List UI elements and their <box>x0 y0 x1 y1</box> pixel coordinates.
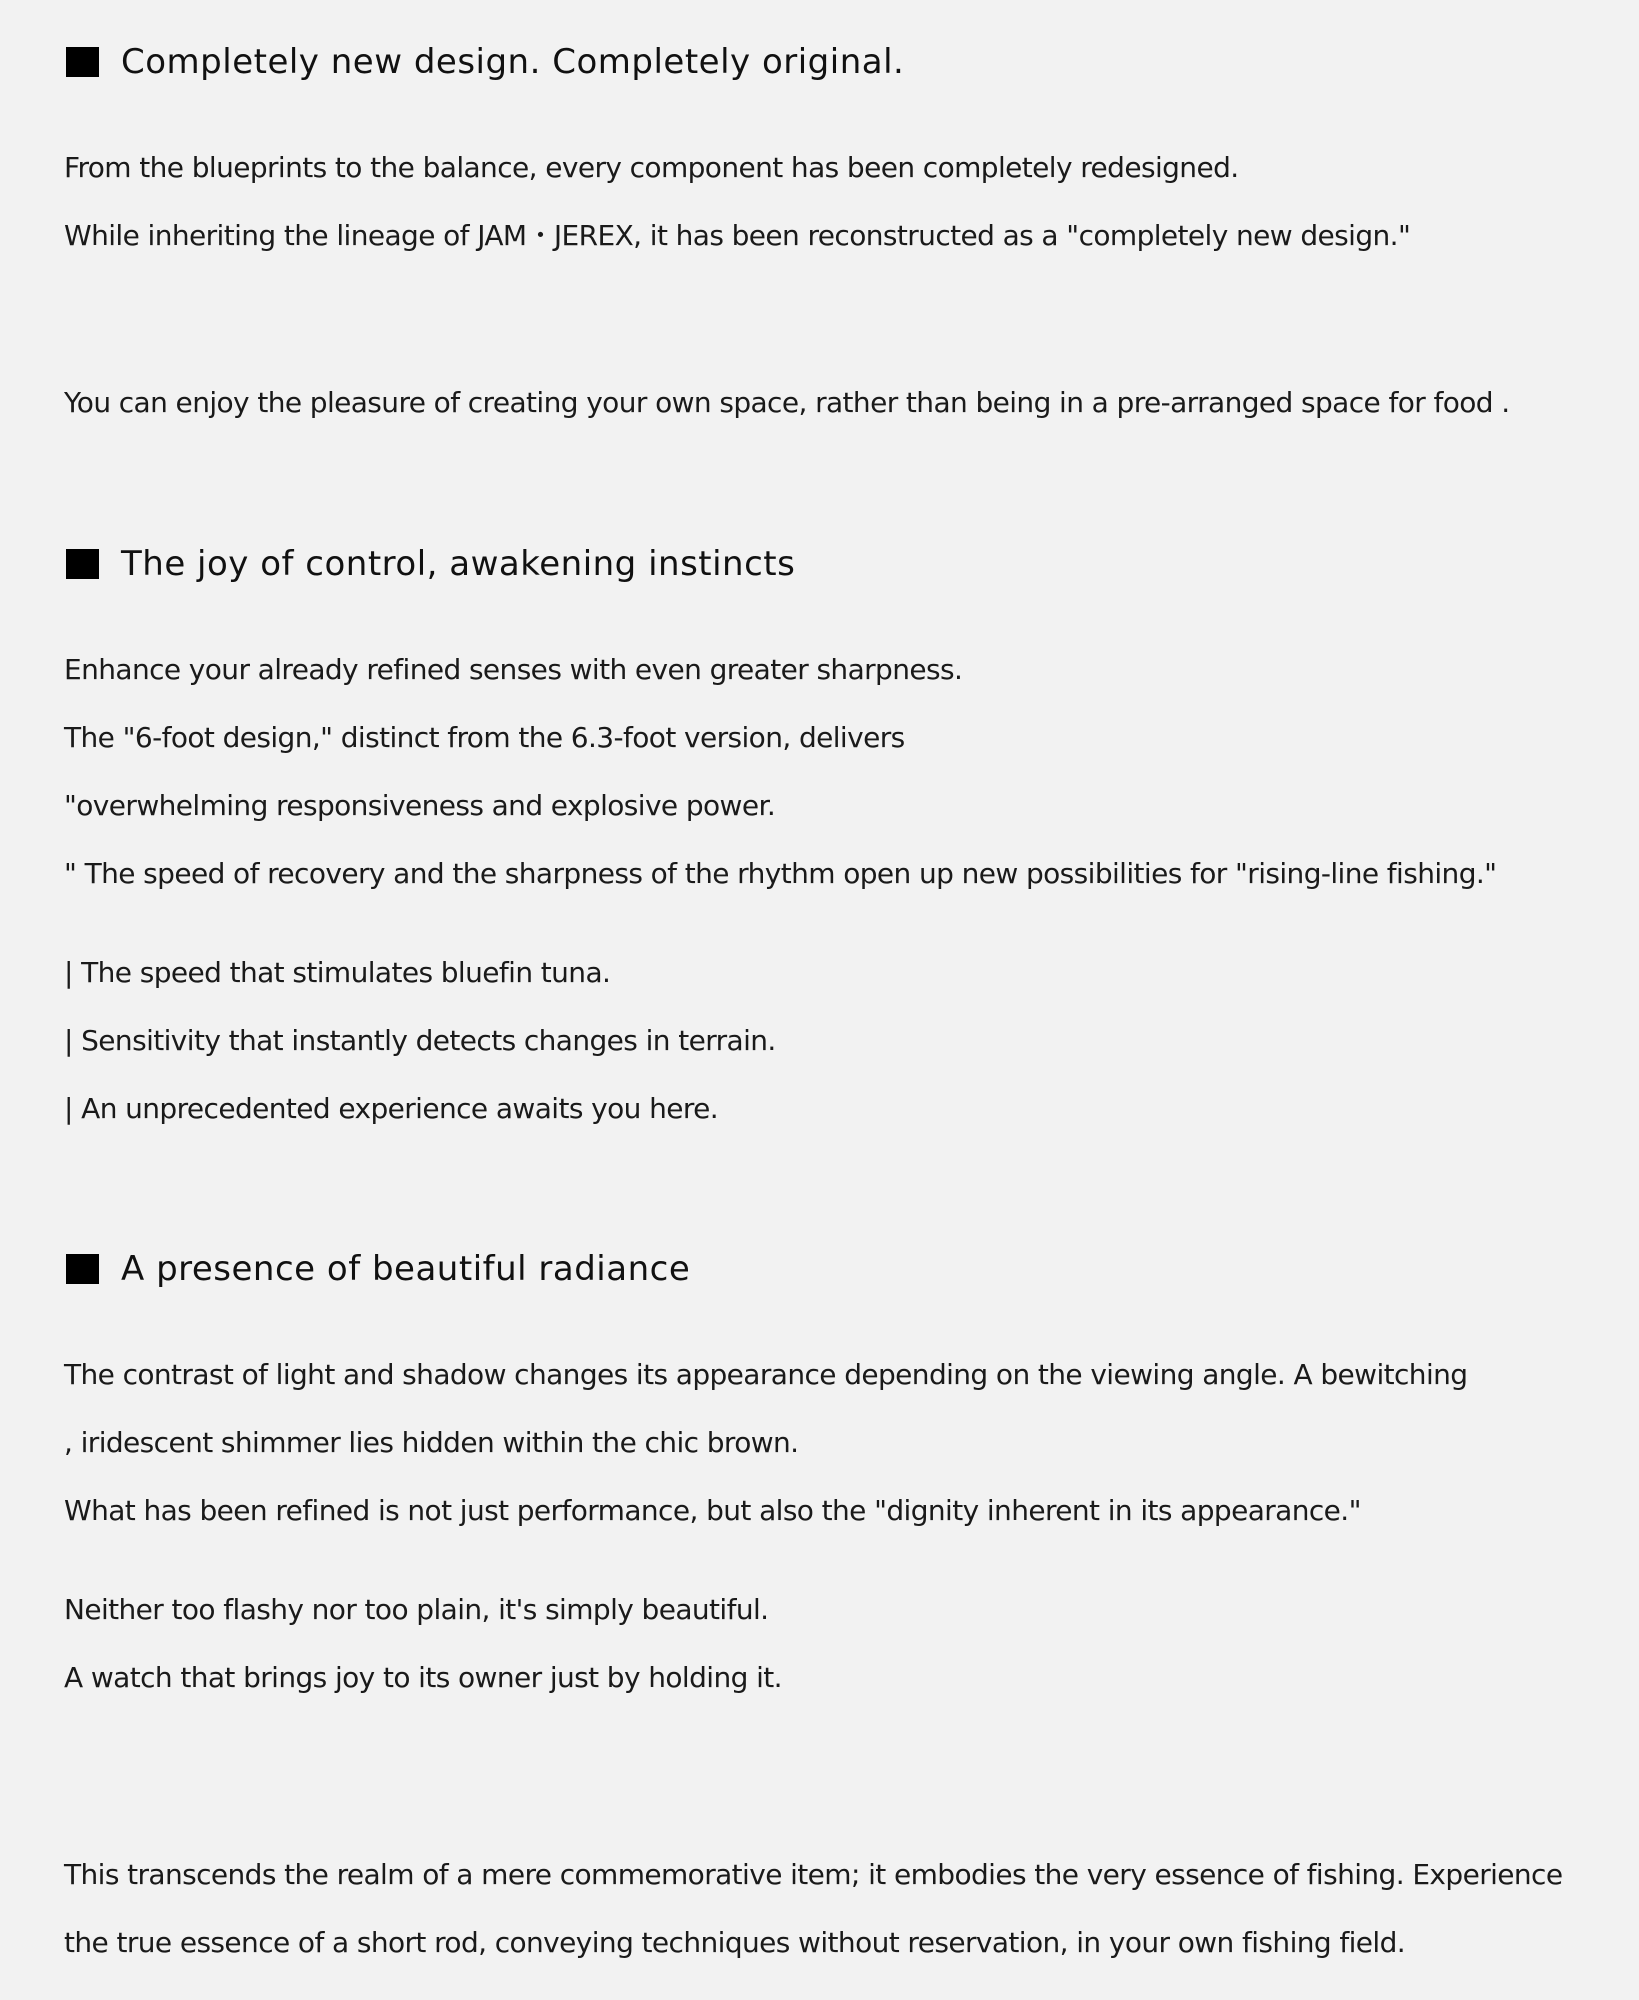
bullet-line: | Sensitivity that instantly detects changes in terrain. <box>64 1024 776 1057</box>
paragraph-line: the true essence of a short rod, conveying techniques without reservation, in your own fishing field. <box>64 1926 1406 1959</box>
paragraph-line: Enhance your already refined senses with even greater sharpness. <box>64 653 963 686</box>
paragraph-line: From the blueprints to the balance, every component has been completely redesigned. <box>64 151 1239 184</box>
black-square-icon <box>66 47 99 77</box>
black-square-icon <box>66 1254 99 1284</box>
section-heading-text: Completely new design. Completely original. <box>121 42 905 82</box>
section-heading-control <box>66 544 795 584</box>
section-heading-text: The joy of control, awakening instincts <box>121 544 796 584</box>
section-heading-text: A presence of beautiful radiance <box>121 1249 691 1289</box>
paragraph-line: A watch that brings joy to its owner just by holding it. <box>64 1661 782 1694</box>
paragraph-line: "overwhelming responsiveness and explosive power. <box>64 789 776 822</box>
black-square-icon <box>66 549 99 579</box>
paragraph-line: What has been refined is not just performance, but also the "dignity inherent in its appearance." <box>64 1494 1361 1527</box>
paragraph-line: The contrast of light and shadow changes its appearance depending on the viewing angle. A bewitching <box>64 1358 1468 1391</box>
paragraph-line: Neither too flashy nor too plain, it's simply beautiful. <box>64 1593 769 1626</box>
paragraph-line: , iridescent shimmer lies hidden within the chic brown. <box>64 1426 799 1459</box>
bullet-line: | The speed that stimulates bluefin tuna. <box>64 956 611 989</box>
paragraph-line: " The speed of recovery and the sharpness of the rhythm open up new possibilities for "rising-line fishing." <box>64 857 1497 890</box>
paragraph-line: This transcends the realm of a mere commemorative item; it embodies the very essence of fishing. Experience <box>64 1858 1563 1891</box>
section-heading-design <box>66 42 904 82</box>
paragraph-line: While inheriting the lineage of JAM・JEREX, it has been reconstructed as a "completely new design." <box>64 219 1411 252</box>
section-heading-radiance <box>66 1249 690 1289</box>
bullet-line: | An unprecedented experience awaits you here. <box>64 1092 719 1125</box>
paragraph-line: You can enjoy the pleasure of creating your own space, rather than being in a pre-arranged space for food . <box>64 386 1510 419</box>
paragraph-line: The "6-foot design," distinct from the 6.3-foot version, delivers <box>64 721 905 754</box>
